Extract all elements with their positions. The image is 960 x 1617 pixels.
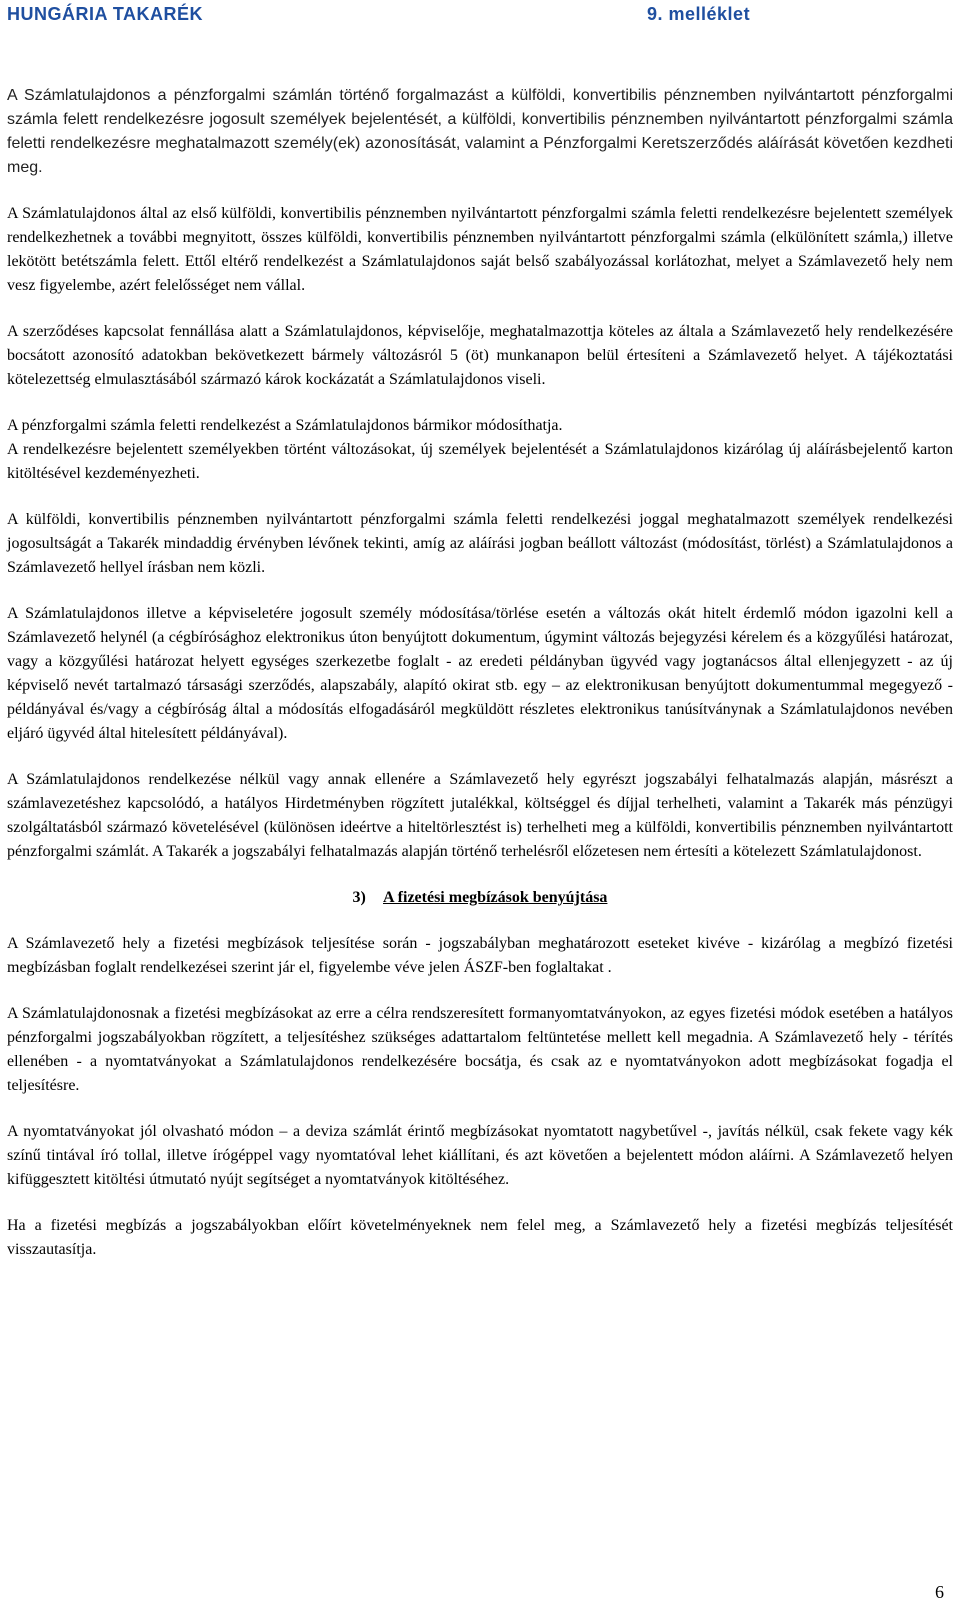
paragraph-rejection: Ha a fizetési megbízás a jogszabályokban előírt követelményeknek nem felel meg, a Számlavezető hely a fizetési megbízás teljesítését visszautasítja. [7, 1217, 953, 1258]
paragraph-debit: A Számlatulajdonos rendelkezése nélkül vagy annak ellenére a Számlavezető hely egyrészt jogszabályi felhatalmazás alapján, másrészt a számlavezetéshez kapcsolódó, a hatályos Hirdetményben rögzített jutalékkal, költséggel és díjjal terhelheti, valamint a Takarék más pénzügyi szolgáltatásból származó követelésével (különösen ideértve a hiteltörlesztést is) terhelheti meg a külföldi, konvertibilis pénznemben nyilvántartott pénzforgalmi számlát. A Takarék a jogszabályi felhatalmazás alapján történő terhelésről előzetesen nem értesíti a kötelezett Számlatulajdonost. [7, 771, 953, 860]
page-header [7, 4, 953, 32]
paragraph-data-changes: A szerződéses kapcsolat fennállása alatt a Számlatulajdonos, képviselője, meghatalmazottja köteles az általa a Számlavezető hely rendelkezésére bocsátott azonosító adatokban bekövetkezett bármely változásról 5 (öt) munkanapon belül értesíteni a Számlavezető helyet. A tájékoztatási kötelezettség elmulasztásából származó károk kockázatát a Számlatulajdonos viseli. [7, 323, 953, 388]
paragraph-representative-change: A Számlatulajdonos illetve a képviseletére jogosult személy módosítása/törlése esetén a változás okát hitelt érdemlő módon igazolni kell a Számlavezető helynél (a cégbírósághoz elektronikus úton benyújtott dokumentum, úgymint változás bejegyzési kérelem és a közgyűlési határozat, vagy a közgyűlési határozat helyett egységes szerkezetbe foglalt - az eredeti példányban ügyvéd vagy jogtanácsos által ellenjegyzett - az új képviselő nevét tartalmazó társasági szerződés, alapszabály, alapító okirat stb. egy – az elektronikusan benyújtott dokumentummal megegyező - példányával és/vagy a cégbíróság által a módosítás elfogadásáról megküldött részletes elektronikus tanúsítványnak a Számlatulajdonos nevében eljáró ügyvéd által hitelesített példányával). [7, 605, 953, 742]
page-number: 6 [935, 1582, 944, 1602]
bank-name: HUNGÁRIA TAKARÉK [7, 4, 203, 24]
section-number: 3) [352, 889, 366, 906]
paragraph-new-persons: A rendelkezésre bejelentett személyekben történt változásokat, új személyek bejelentését a Számlatulajdonos kizárólag új aláírásbejelentő karton kitöltésével kezdeményezheti. [7, 441, 953, 482]
annex-label: 9. melléklet [647, 4, 751, 24]
paragraph-modify: A pénzforgalmi számla feletti rendelkezést a Számlatulajdonos bármikor módosíthatja. [7, 417, 563, 434]
paragraph-filling: A nyomtatványokat jól olvasható módon – a deviza számlát érintő megbízásokat nyomtatott nagybetűvel -, javítás nélkül, csak fekete vagy kék színű tintával író tollal, illetve írógéppel vagy nyomtatóval lehet kiállítani, és azt követően a bejelentett módon aláírni. A Számlavezető helyen kifüggesztett kitöltési útmutató nyújt segítséget a nyomtatványok kitöltéséhez. [7, 1123, 953, 1188]
paragraph-execution: A Számlavezető hely a fizetési megbízások teljesítése során - jogszabályban meghatározott eseteket kivéve - kizárólag a megbízó fizetési megbízásban foglalt rendelkezései szerint jár el, figyelembe véve jelen ÁSZF-ben foglaltakat . [7, 935, 953, 976]
section-title: A fizetési megbízások benyújtása [383, 889, 608, 906]
paragraph-signatories: A Számlatulajdonos által az első külföldi, konvertibilis pénznemben nyilvántartott pénzforgalmi számla feletti rendelkezésre bejelentett személyek rendelkezhetnek a további megnyitott, összes külföldi, konvertibilis pénznemben nyilvántartott pénzforgalmi számla (elkülönített számla,) illetve lekötött betétszámla felett. Ettől eltérő rendelkezést a Számlatulajdonos saját belső szabályozással korlátozhat, melyet a Számlavezető hely nem vesz figyelembe, azért felelősséget nem vállal. [7, 205, 953, 294]
paragraph-authorization: A külföldi, konvertibilis pénznemben nyilvántartott pénzforgalmi számla feletti rendelkezési joggal meghatalmazott személyek rendelkezési jogosultságát a Takarék mindaddig érvényben lévőnek tekinti, amíg az aláírási jogban beállott változást (módosítást, törlést) a Számlatulajdonos a Számlavezető hellyel írásban nem közli. [7, 511, 953, 576]
document-body [7, 84, 953, 1284]
paragraph-forms: A Számlatulajdonosnak a fizetési megbízásokat az erre a célra rendszeresített formanyomtatványokon, az egyes fizetési módok esetében a hatályos pénzforgalmi jogszabályokban rögzített, a teljesítéshez szükséges adattartalom feltüntetése mellett kell megadnia. A Számlavezető hely - térítés ellenében - a nyomtatványokat a Számlatulajdonos rendelkezésére bocsátja, és csak az e nyomtatványokon adott megbízásokat fogadja el teljesítésre. [7, 1005, 953, 1094]
paragraph-intro: A Számlatulajdonos a pénzforgalmi számlán történő forgalmazást a külföldi, konvertibilis pénznemben nyilvántartott pénzforgalmi számla felett rendelkezésre jogosult személyek bejelentését, a külföldi, konvertibilis pénznemben nyilvántartott pénzforgalmi számla feletti rendelkezésre meghatalmazott személy(ek) azonosítását, valamint a Pénzforgalmi Keretszerződés aláírását követően kezdheti meg. [7, 87, 953, 176]
section-heading [7, 886, 953, 910]
